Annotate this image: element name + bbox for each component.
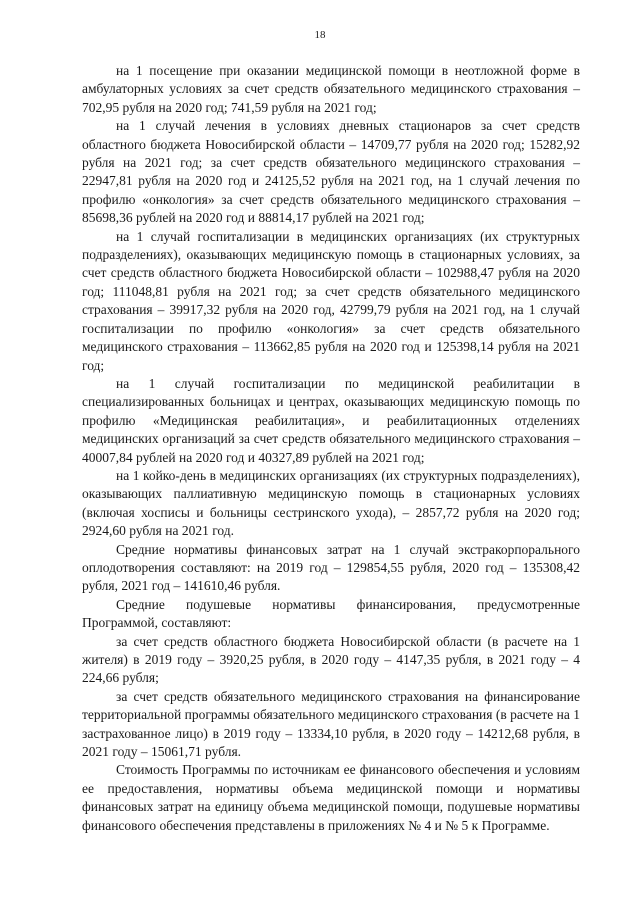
paragraph-per-capita-regional-budget: за счет средств областного бюджета Новосибирской области (в расчете на 1 жителя) в 2019 году – 3920,25 рубля, в 2020 году – 4147,35 рубля, в 2021 году – 4 224,66 рубля;: [82, 633, 580, 686]
paragraph-program-cost-reference: Стоимость Программы по источникам ее финансового обеспечения и условиям ее предоставления, нормативы объема медицинской помощи и нормативы финансовых затрат на единицу объема медицинской помощи, подушевые нормативы финансового обеспечения представлены в приложениях № 4 и № 5 к Программе.: [82, 762, 580, 833]
paragraph-hospitalization-norm: на 1 случай госпитализации в медицинских организациях (их структурных подразделениях), оказывающих медицинскую помощь в стационарных условиях, за счет средств областного бюджета Новосибирской области – 102988,47 рубля на 2020 год; 111048,81 рубля на 2021 год; за счет средств обязательного медицинского страхования – 39917,32 рубля на 2020 год, 42799,79 рубля на 2021 год, на 1 случай госпитализации по профилю «онкология» за счет средств обязательного медицинского страхования – 113662,85 рубля на 2020 год и 125398,14 рубля на 2021 год;: [82, 228, 580, 373]
paragraph-per-capita-intro: Средние подушевые нормативы финансирования, предусмотренные Программой, составляют:: [82, 596, 580, 631]
paragraph-emergency-visit-norm: на 1 посещение при оказании медицинской помощи в неотложной форме в амбулаторных условиях за счет средств обязательного медицинского страхования – 702,95 рубля на 2020 год; 741,59 рубля на 2021 год;: [82, 63, 580, 115]
paragraph-palliative-bed-day-norm: на 1 койко-день в медицинских организациях (их структурных подразделениях), оказывающих паллиативную медицинскую помощь в стационарных условиях (включая хосписы и больницы сестринского ухода), – 2857,72 рубля на 2020 год; 2924,60 рубля на 2021 год.: [82, 467, 580, 539]
paragraph-day-hospital-norm: на 1 случай лечения в условиях дневных стационаров за счет средств областного бюджета Новосибирской области – 14709,77 рубля на 2020 год; 15282,92 рубля на 2021 год; за счет средств обязательного медицинского страхования – 22947,81 рубля на 2020 год и 24125,52 рубля на 2021 год, на 1 случай лечения по профилю «онкология» за счет средств обязательного медицинского страхования – 85698,36 рублей на 2020 год и 88814,17 рублей на 2021 год;: [82, 118, 580, 226]
paragraph-per-capita-insurance: за счет средств обязательного медицинского страхования на финансирование территориальной программы обязательного медицинского страхования (в расчете на 1 застрахованное лицо) в 2019 году – 13334,10 рубля, в 2020 году – 14212,68 рубля, в 2021 году – 15061,71 рубля.: [82, 688, 580, 760]
page-number: 18: [314, 29, 326, 41]
paragraph-ivf-cost-norm: Средние нормативы финансовых затрат на 1 случай экстракорпорального оплодотворения составляют: на 2019 год – 129854,55 рубля, 2020 год – 135308,42 рубля, 2021 год – 141610,46 рубля.: [82, 541, 580, 594]
paragraph-rehabilitation-norm: на 1 случай госпитализации по медицинской реабилитации в специализированных больницах и центрах, оказывающих медицинскую помощь по профилю «Медицинская реабилитация», и реабилитационных отделениях медицинских организаций за счет средств обязательного медицинского страхования – 40007,84 рублей на 2020 год и 40327,89 рублей на 2021 год;: [82, 375, 580, 465]
document-body: [82, 62, 580, 835]
